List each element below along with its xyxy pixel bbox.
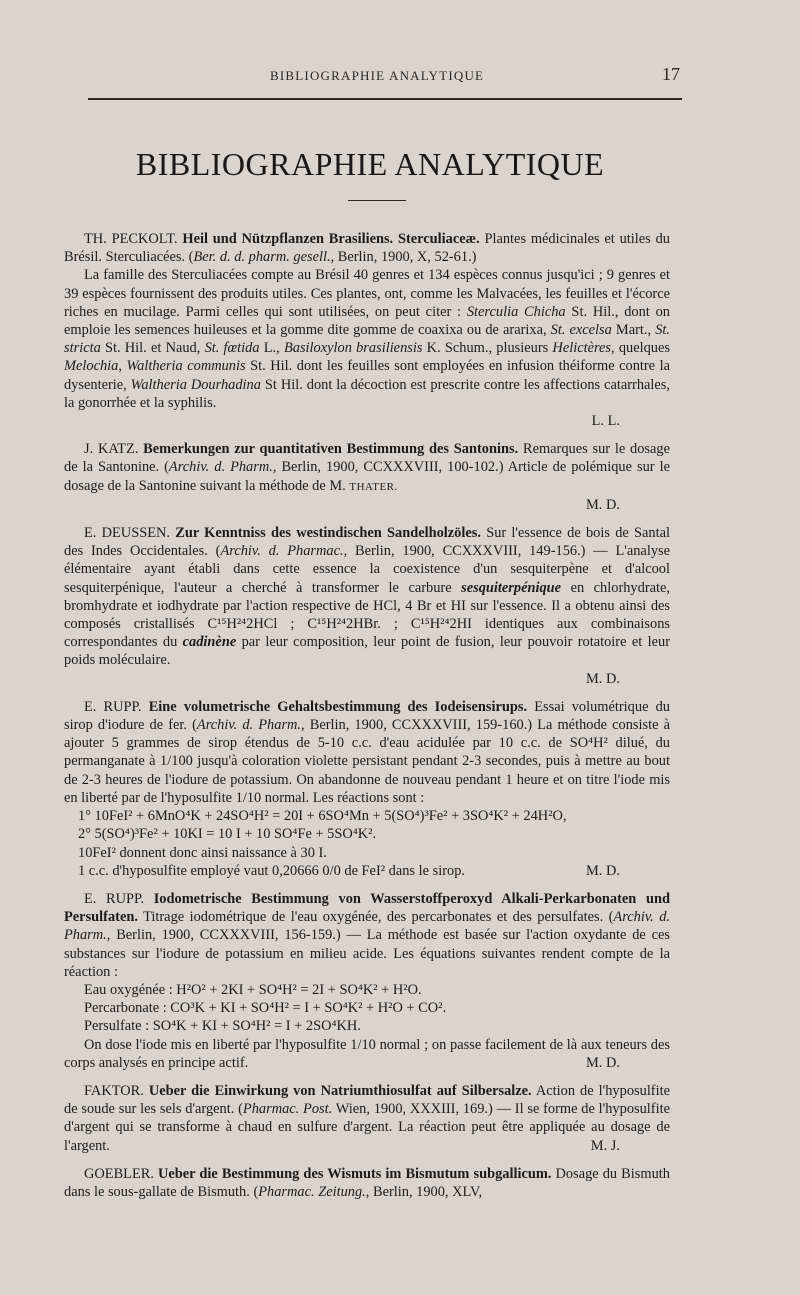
reaction-formula: 1° 10FeI² + 6MnO⁴K + 24SO⁴H² = 20I + 6SO⁴Mn + 5(SO⁴)³Fe² + 3SO⁴K² + 24H²O, xyxy=(78,808,567,825)
entry-title: Ueber die Einwirkung von Natriumthiosulfat auf Silbersalze. xyxy=(148,1082,532,1099)
entry-paragraph xyxy=(64,440,670,496)
species-name: Basiloxylon brasiliensis xyxy=(283,340,423,357)
reaction-equation: Persulfate : SO⁴K + KI + SO⁴H² = I + 2SO⁴KH. xyxy=(84,1018,361,1035)
entry-text: , xyxy=(118,358,127,375)
entry-title: Iodometrische Bestimmung von Wasserstoffperoxyd Alkali-Perkarbonaten und Persulfaten. xyxy=(64,890,670,926)
entry-text: par leur composition, leur point de fusion, leur pouvoir rotatoire et leur poids moléculaire. xyxy=(64,634,670,669)
entry-paragraph xyxy=(64,1036,670,1072)
entry-text: Mart., xyxy=(611,322,656,339)
cited-author: THATER. xyxy=(349,480,398,493)
species-name: St. excelsa xyxy=(550,322,612,339)
species-name: Waltheria communis xyxy=(126,358,246,375)
entry-signature: L. L. xyxy=(591,413,620,430)
entry-paragraph xyxy=(64,230,670,266)
abstract-entry-peckolt xyxy=(64,230,670,430)
abstract-entry-rupp-1 xyxy=(64,698,670,880)
species-name: Waltheria Dourhadina xyxy=(130,376,261,393)
species-name: Melochia xyxy=(64,358,119,375)
abstract-entry-katz xyxy=(64,440,670,514)
entry-title: Eine volumetrische Gehaltsbestimmung des Iodeisensirups. xyxy=(148,698,528,715)
entry-paragraph xyxy=(64,1165,670,1201)
abstracts-column xyxy=(64,230,670,1211)
entry-paragraph xyxy=(64,1082,670,1155)
entry-text: Plantes médicinales et utiles du Brésil. Sterculiacées. ( xyxy=(64,231,670,266)
abstract-entry-faktor xyxy=(64,1082,670,1155)
reaction-equation: Percarbonate : CO³K + KI + SO⁴H² = I + SO⁴K² + H²O + CO². xyxy=(84,1000,447,1017)
entry-signature: M. D. xyxy=(586,496,620,513)
entry-paragraph xyxy=(64,698,670,807)
entry-paragraph xyxy=(64,524,670,670)
entry-signature: M. D. xyxy=(586,670,620,687)
species-name: St. stricta xyxy=(64,322,670,357)
entry-text: St Hil. dont la décoction est prescrite contre les affections catarrhales, la gonorrhée et la syphilis. xyxy=(64,376,670,411)
entry-text: Titrage iodométrique de l'eau oxygénée, des percarbonates et des persulfates. ( xyxy=(143,909,614,926)
entry-author: GOEBLER. xyxy=(84,1165,154,1182)
entry-line xyxy=(64,862,670,880)
entry-source: Archiv. d. Pharm. xyxy=(64,909,670,944)
entry-title: Heil und Nützpflanzen Brasiliens. Sterculiaceæ. xyxy=(182,231,480,247)
entry-source: Ber. d. d. pharm. gesell. xyxy=(193,249,331,266)
entry-text: Sur l'essence de bois de Santal des Indes Occidentales. ( xyxy=(64,525,670,560)
entry-text: Remarques sur le dosage de la Santonine. ( xyxy=(64,441,670,476)
entry-text: Essai volumétrique du sirop d'iodure de fer. ( xyxy=(64,698,670,734)
entry-text: , Berlin, 1900, CCXXXVIII, 159-160.) La méthode consiste à ajouter 5 grammes de sirop étendus de 5-10 c.c. d'eau acidulée par 10 c.c. de SO⁴H² dilué, du permanganate à 1/100 jusqu'à coloration violette persistant pendant 2-3 secondes, puis à mettre au bout de 2-3 heures de l'iodure de potassium. On abandonne de nouveau pendant 1 heure et on titre l'iode mis en liberté par de l'hyposulfite 1/10 normal. Les réactions sont : xyxy=(64,717,670,806)
reaction-formula: 2° 5(SO⁴)³Fe² + 10KI = 10 I + 10 SO⁴Fe + 5SO⁴K². xyxy=(78,826,377,843)
entry-text: Action de l'hyposulfite de soude sur les sels d'argent. ( xyxy=(64,1082,670,1118)
entry-text: , Berlin, 1900, CCXXXVIII, 100-102.) Article de polémique sur le dosage de la Santonine suivant la méthode de M. xyxy=(64,459,670,494)
running-title: BIBLIOGRAPHIE ANALYTIQUE xyxy=(270,68,485,83)
entry-source: Archiv. d. Pharm. xyxy=(196,717,302,734)
entry-text: K. Schum., plusieurs xyxy=(422,340,553,357)
entry-author: E. RUPP. xyxy=(84,890,145,907)
abstract-entry-deussen xyxy=(64,524,670,688)
section-title: BIBLIOGRAPHIE ANALYTIQUE xyxy=(135,146,605,182)
entry-term: cadinène xyxy=(182,634,237,651)
page-number: 17 xyxy=(662,64,680,84)
entry-text: , quelques xyxy=(611,340,670,357)
species-name: Sterculia Chicha xyxy=(466,303,566,320)
entry-signature: M. J. xyxy=(590,1137,620,1154)
entry-text: Wien, 1900, XXXIII, 169.) — Il se forme de l'hyposulfite d'argent qui se transforme à chaud en sulfure d'argent. La réaction peut être appliquée au dosage de l'argent. xyxy=(64,1101,670,1154)
entry-title: Bemerkungen zur quantitativen Bestimmung des Santonins. xyxy=(143,441,519,458)
entry-title: Zur Kenntniss des westindischen Sandelholzöles. xyxy=(175,525,481,542)
entry-line: 10FeI² donnent donc ainsi naissance à 30 I. xyxy=(78,844,327,861)
entry-term: sesquiterpénique xyxy=(461,579,562,596)
species-name: Helictères xyxy=(552,340,612,357)
entry-author: E. DEUSSEN. xyxy=(84,525,170,542)
entry-text: en chlorhydrate, bromhydrate et iodhydrate par l'action respective de HCl, 4 Br et HI sur l'essence. Il a obtenu ainsi des composés cristallisés C¹⁵H²⁴2HCl ; C¹⁵H²⁴2HBr. ; C¹⁵H²⁴2HI identiques aux combinaisons correspondantes du xyxy=(64,579,670,651)
entry-source: Archiv. d. Pharmac. xyxy=(220,543,344,560)
entry-text: , Berlin, 1900, X, 52-61.) xyxy=(330,249,477,266)
header-rule xyxy=(88,98,682,100)
entry-text: 1 c.c. d'hyposulfite employé vaut 0,20666 0/0 de FeI² dans le sirop. xyxy=(78,862,465,879)
entry-text: St. Hil. et Naud, xyxy=(100,340,205,357)
abstract-entry-rupp-2 xyxy=(64,890,670,1072)
entry-signature: M. D. xyxy=(586,862,620,879)
entry-text: St. Hil. dont les feuilles sont employées en infusion théiforme contre la dysenterie, xyxy=(64,358,670,393)
entry-text: , Berlin, 1900, CCXXXVIII, 149-156.) — L'analyse élémentaire ayant établi dans cette essence la coexistence d'un sesquiterpène et d'alcool sesquiterpénique, l'auteur a cherché à transformer le carbure xyxy=(64,543,671,596)
reaction-equation: Eau oxygénée : H²O² + 2KI + SO⁴H² = 2I + SO⁴K² + H²O. xyxy=(84,981,422,998)
entry-text: Dosage du Bismuth dans le sous-gallate de Bismuth. ( xyxy=(64,1165,670,1200)
entry-text: , Berlin, 1900, CCXXXVIII, 156-159.) — La méthode est basée sur l'action oxydante de ces substances sur l'iodure de potassium en milieu acide. Les équations suivantes rendent compte de la réaction : xyxy=(64,927,670,980)
species-name: St. fœtida xyxy=(204,340,260,357)
entry-text: St. Hil., dont on emploie les semences huileuses et la gomme dite gomme de coaxixa ou de ararixa, xyxy=(64,303,670,339)
entry-paragraph xyxy=(64,890,670,981)
entry-text: La famille des Sterculiacées compte au Brésil 40 genres et 134 espèces connus jusqu'ici ; 9 genres et 39 espèces fournissent des produits utiles. Ces plantes, ont, comme les Malvacées, les feuilles et l'écorce riches en mucilage. Parmi celles qui sont utilisées, on peut citer : xyxy=(64,267,670,320)
entry-source: Archiv. d. Pharm. xyxy=(168,459,273,476)
entry-text: L., xyxy=(259,340,284,357)
entry-title: Ueber die Bestimmung des Wismuts im Bismutum subgallicum. xyxy=(158,1165,552,1182)
abstract-entry-goebler xyxy=(64,1165,670,1201)
title-rule xyxy=(348,200,406,201)
entry-author: FAKTOR. xyxy=(84,1082,144,1099)
entry-source: Pharmac. Zeitung. xyxy=(258,1183,366,1200)
entry-author: E. RUPP. xyxy=(84,698,142,715)
entry-text: , Berlin, 1900, XLV, xyxy=(365,1183,483,1200)
entry-author: J. KATZ. xyxy=(84,441,139,458)
entry-text: On dose l'iode mis en liberté par l'hyposulfite 1/10 normal ; on passe facilement de là aux teneurs des corps analysés en principe actif. xyxy=(64,1036,670,1071)
entry-source: Pharmac. Post. xyxy=(242,1101,333,1118)
entry-paragraph xyxy=(64,266,670,412)
entry-signature: M. D. xyxy=(586,1054,620,1071)
entry-author: TH. PECKOLT. xyxy=(84,231,178,247)
